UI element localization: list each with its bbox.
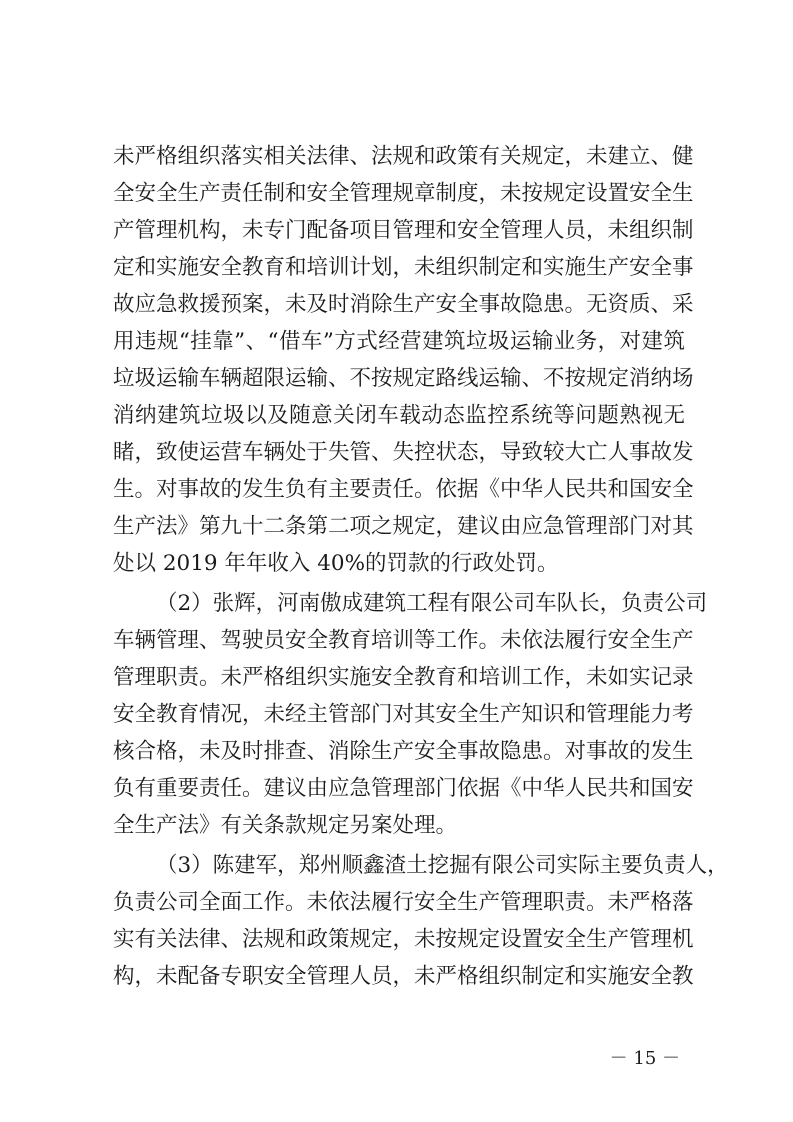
body-text-line: 垃圾运输车辆超限运输、不按规定路线运输、不按规定消纳场: [113, 366, 694, 391]
body-text-line: 构，未配备专职安全管理人员，未严格组织制定和实施安全教: [113, 964, 694, 989]
body-text-line: 负责公司全面工作。未依法履行安全生产管理职责。未严格落: [113, 890, 694, 915]
body-text-line: 故应急救援预案，未及时消除生产安全事故隐患。无资质、采: [113, 292, 694, 317]
body-text-line: 睹，致使运营车辆处于失管、失控状态，导致较大亡人事故发: [113, 440, 694, 465]
body-text-line: 产管理机构，未专门配备项目管理和安全管理人员，未组织制: [113, 218, 694, 243]
body-text-line: 用违规“挂靠”、“借车”方式经营建筑垃圾运输业务，对建筑: [113, 329, 685, 354]
body-text-line: 车辆管理、驾驶员安全教育培训等工作。未依法履行安全生产: [113, 628, 694, 653]
body-text-line: 定和实施安全教育和培训计划，未组织制定和实施生产安全事: [113, 255, 694, 280]
body-text-line: 管理职责。未严格组织实施安全教育和培训工作，未如实记录: [113, 665, 694, 690]
body-text-line: 消纳建筑垃圾以及随意关闭车载动态监控系统等问题熟视无: [113, 403, 685, 428]
body-text-line: 生。对事故的发生负有主要责任。依据《中华人民共和国安全: [113, 477, 694, 502]
paragraph-3-first-line: （3）陈建军，郑州顺鑫渣土挖掘有限公司实际主要负责人，: [156, 853, 729, 878]
body-text-line: 全安全生产责任制和安全管理规章制度，未按规定设置安全生: [113, 181, 694, 206]
body-text-line: 处以 2019 年年收入 40%的罚款的行政处罚。: [113, 551, 559, 576]
body-text-line: 负有重要责任。建议由应急管理部门依据《中华人民共和国安: [113, 776, 694, 801]
page-number: － 15 －: [609, 1048, 680, 1069]
body-text-line: 实有关法律、法规和政策规定，未按规定设置安全生产管理机: [113, 927, 694, 952]
body-text-line: 全生产法》有关条款规定另案处理。: [113, 813, 458, 838]
body-text-line: 未严格组织落实相关法律、法规和政策有关规定，未建立、健: [113, 144, 694, 169]
body-text-line: 核合格，未及时排查、消除生产安全事故隐患。对事故的发生: [113, 739, 694, 764]
body-text-line: 安全教育情况，未经主管部门对其安全生产知识和管理能力考: [113, 702, 694, 727]
body-text-line: 生产法》第九十二条第二项之规定，建议由应急管理部门对其: [113, 514, 694, 539]
paragraph-2-first-line: （2）张辉，河南傲成建筑工程有限公司车队长，负责公司: [156, 591, 708, 616]
